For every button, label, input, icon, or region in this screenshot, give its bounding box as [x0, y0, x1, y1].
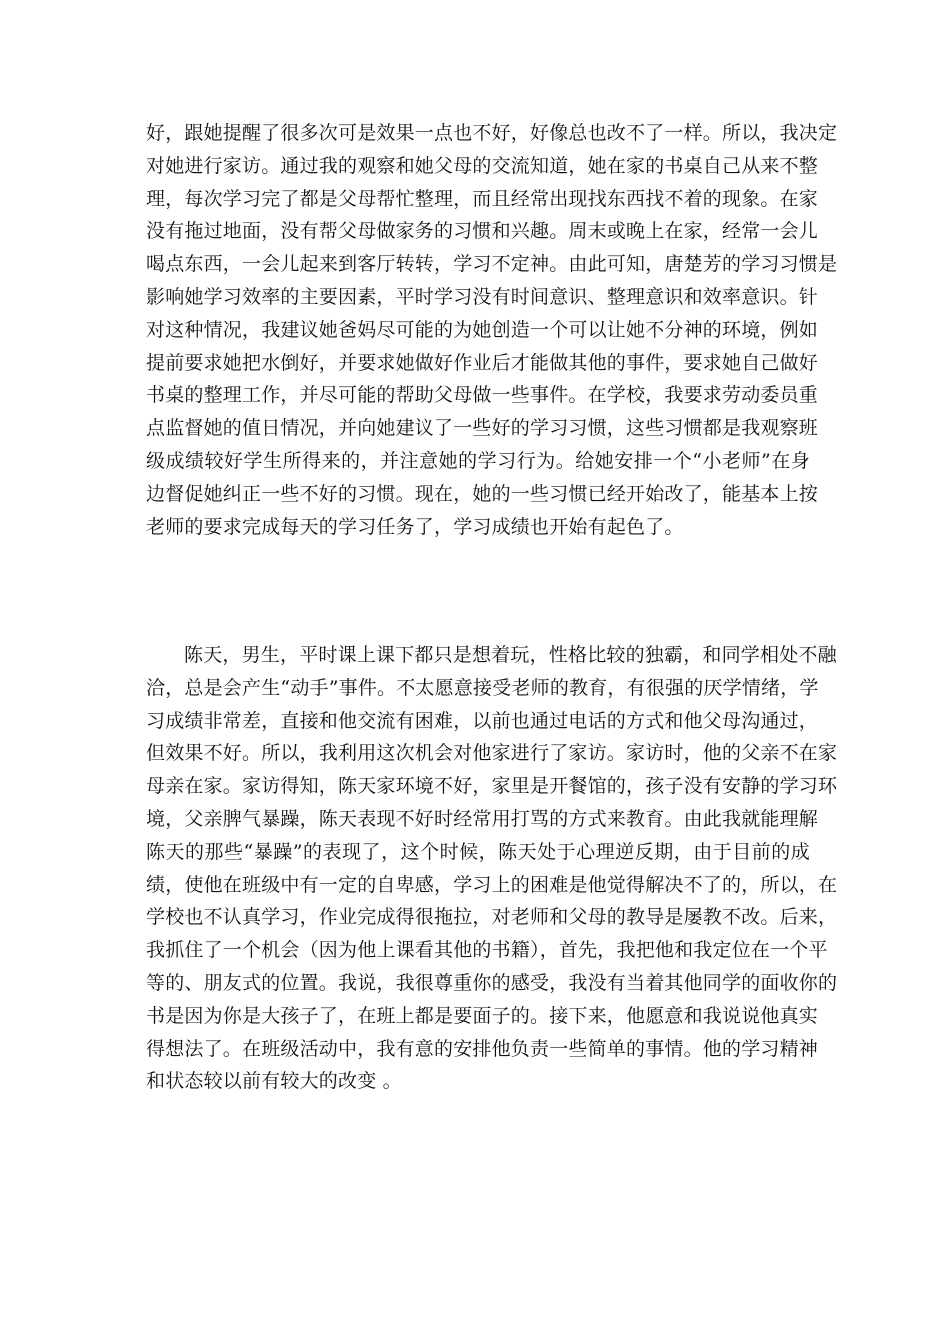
text-line: 好，跟她提醒了很多次可是效果一点也不好，好像总也改不了一样。所以，我决定	[146, 122, 838, 144]
text-line: 绩，使他在班级中有一定的自卑感，学习上的困难是他觉得解决不了的，所以，在	[146, 873, 838, 896]
text-line: 没有拖过地面，没有帮父母做家务的习惯和兴趣。周末或晚上在家，经常一会儿	[146, 220, 819, 243]
text-line: 学校也不认真学习，作业完成得很拖拉，对老师和父母的教导是屡教不改。后来，	[146, 906, 838, 929]
text-line: 老师的要求完成每天的学习任务了，学习成绩也开始有起色了。	[146, 515, 684, 538]
text-line: 书是因为你是大孩子了，在班上都是要面子的。接下来，他愿意和我说说他真实	[146, 1004, 819, 1027]
text-line: 级成绩较好学生所得来的，并注意她的学习行为。给她安排一个“小老师”在身	[146, 449, 810, 472]
text-line: 陈天，男生，平时课上课下都只是想着玩，性格比较的独霸，和同学相处不融	[184, 644, 837, 666]
text-line: 点监督她的值日情况，并向她建议了一些好的学习习惯，这些习惯都是我观察班	[146, 417, 819, 440]
text-line: 边督促她纠正一些不好的习惯。现在，她的一些习惯已经开始改了，能基本上按	[146, 482, 819, 505]
text-line: 书桌的整理工作，并尽可能的帮助父母做一些事件。在学校，我要求劳动委员重	[146, 384, 819, 407]
paragraph-chen-tian	[146, 639, 838, 1098]
text-line: 境，父亲脾气暴躁，陈天表现不好时经常用打骂的方式来教育。由此我就能理解	[146, 807, 819, 830]
text-line: 理，每次学习完了都是父母帮忙整理，而且经常出现找东西找不着的现象。在家	[146, 187, 819, 210]
text-line: 喝点东西，一会儿起来到客厅转转，学习不定神。由此可知，唐楚芳的学习习惯是	[146, 253, 838, 276]
text-line: 等的、朋友式的位置。我说，我很尊重你的感受，我没有当着其他同学的面收你的	[146, 971, 838, 994]
text-line: 母亲在家。家访得知，陈天家环境不好，家里是开餐馆的，孩子没有安静的学习环	[146, 775, 838, 798]
text-line: 洽，总是会产生“动手”事件。不太愿意接受老师的教育，有很强的厌学情绪，学	[146, 676, 819, 699]
text-line: 影响她学习效率的主要因素，平时学习没有时间意识、整理意识和效率意识。针	[146, 285, 819, 308]
text-line: 对她进行家访。通过我的观察和她父母的交流知道，她在家的书桌自己从来不整	[146, 154, 819, 177]
paragraph-tang-chufang	[146, 117, 838, 543]
text-line: 我抓住了一个机会（因为他上课看其他的书籍），首先，我把他和我定位在一个平	[146, 939, 828, 962]
text-line: 陈天的那些“暴躁”的表现了，这个时候，陈天处于心理逆反期，由于目前的成	[146, 840, 810, 863]
text-line: 但效果不好。所以，我利用这次机会对他家进行了家访。家访时，他的父亲不在家	[146, 742, 838, 765]
text-line: 提前要求她把水倒好，并要求她做好作业后才能做其他的事件，要求她自己做好	[146, 351, 819, 374]
text-line: 对这种情况，我建议她爸妈尽可能的为她创造一个可以让她不分神的环境，例如	[146, 318, 819, 341]
text-line: 得想法了。在班级活动中，我有意的安排他负责一些简单的事情。他的学习精神	[146, 1037, 819, 1060]
text-line: 习成绩非常差，直接和他交流有困难，以前也通过电话的方式和他父母沟通过，	[146, 709, 819, 732]
text-line: 和状态较以前有较大的改变 。	[146, 1070, 402, 1093]
